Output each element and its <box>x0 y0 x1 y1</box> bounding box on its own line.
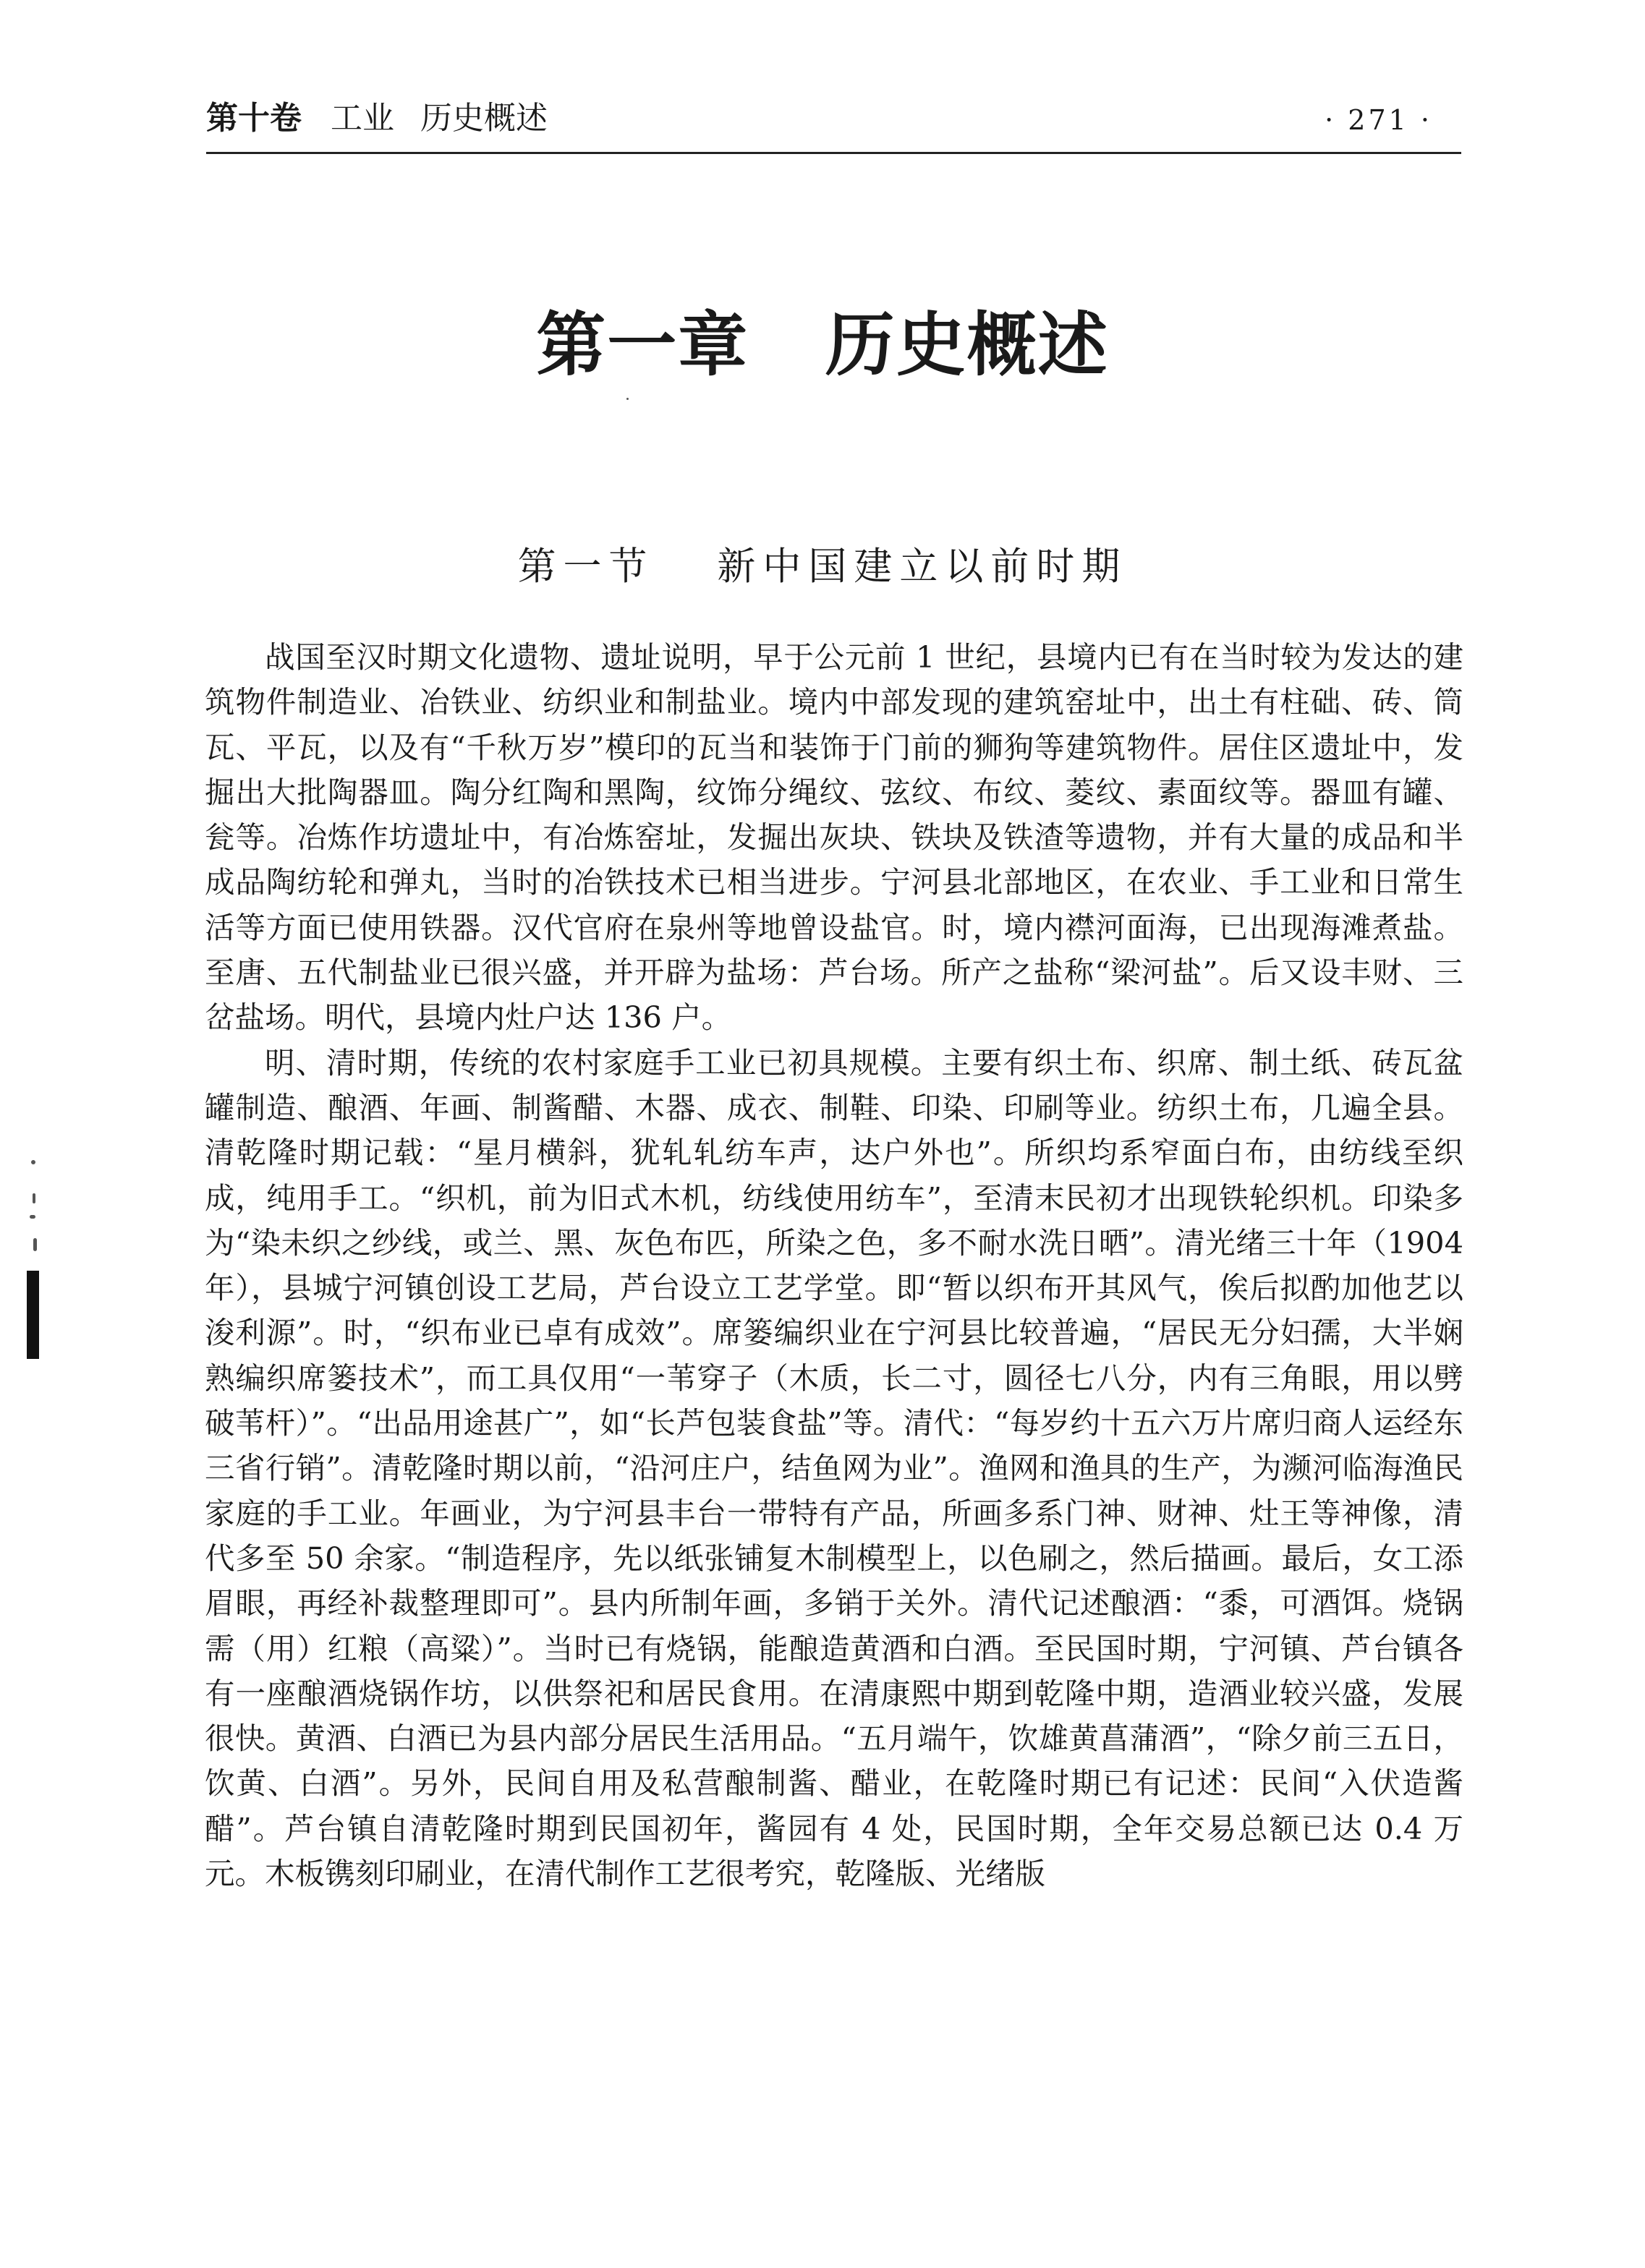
chapter-title: 第一章 历史概述 <box>536 304 1109 385</box>
scan-binding-mark <box>27 1271 39 1359</box>
page-number: · 271 · <box>1325 104 1432 136</box>
header-volume: 第十卷 <box>206 100 302 137</box>
scan-speck <box>31 1160 35 1164</box>
scan-speck <box>33 1238 37 1251</box>
scan-speck <box>30 1215 35 1219</box>
header-topic: 历史概述 <box>420 100 548 137</box>
header-left <box>206 97 548 140</box>
section-title: 第一节 新中国建立以前时期 <box>517 545 1128 589</box>
paragraph-2: 明、清时期，传统的农村家庭手工业已初具规模。主要有织土布、织席、制土纸、砖瓦盆罐制造、酿酒、年画、制酱醋、木器、成衣、制鞋、印染、印刷等业。纺织土布，几遍全县。清乾隆时期记载：“星月横斜，犹轧轧纺车声，达户外也”。所织均系窄面白布，由纺线至织成，纯用手工。“织机，前为旧式木机，纺线使用纺车”，至清末民初才出现铁轮织机。印染多为“染未织之纱线，或兰、黑、灰色布匹，所染之色，多不耐水洗日晒”。清光绪三十年（1904 年），县城宁河镇创设工艺局，芦台设立工艺学堂。即“暂以织布开其风气，俟后拟酌加他艺以浚利源”。时，“织布业已卓有成效”。席篓编织业在宁河县比较普遍，“居民无分妇孺，大半娴熟编织席篓技术”，而工具仅用“一苇穿子（木质，长二寸，圆径七八分，内有三角眼，用以劈破苇杆）”。“出品用途甚广”，如“长芦包装食盐”等。清代：“每岁约十五六万片席归商人运经东三省行销”。清乾隆时期以前，“沿河庄户，结鱼网为业”。渔网和渔具的生产，为濒河临海渔民家庭的手工业。年画业，为宁河县丰台一带特有产品，所画多系门神、财神、灶王等神像，清代多至 50 余家。“制造程序，先以纸张铺复木制模型上，以色刷之，然后描画。最后，女工添眉眼，再经补裁整理即可”。县内所制年画，多销于关外。清代记述酿酒：“黍，可酒饵。烧锅需（用）红粮（高粱）”。当时已有烧锅，能酿造黄酒和白酒。至民国时期，宁河镇、芦台镇各有一座酿酒烧锅作坊，以供祭祀和居民食用。在清康熙中期到乾隆中期，造酒业较兴盛，发展很快。黄酒、白酒已为县内部分居民生活用品。“五月端午，饮雄黄菖蒲酒”，“除夕前三五日，饮黄、白酒”。另外，民间自用及私营酿制酱、醋业，在乾隆时期已有记述：民间“入伏造酱醋”。芦台镇自清乾隆时期到民国初年，酱园有 4 处，民国时期，全年交易总额已达 0.4 万元。木板镌刻印刷业，在清代制作工艺很考究，乾隆版、光绪版 <box>205 1044 1463 1892</box>
body-text <box>205 635 1463 1896</box>
scan-speck <box>626 398 629 400</box>
paragraph-1: 战国至汉时期文化遗物、遗址说明，早于公元前 1 世纪，县境内已有在当时较为发达的建筑物件制造业、冶铁业、纺织业和制盐业。境内中部发现的建筑窑址中，出土有柱础、砖、筒瓦、平瓦，以及有“千秋万岁”模印的瓦当和装饰于门前的狮狗等建筑物件。居住区遗址中，发掘出大批陶器皿。陶分红陶和黑陶，纹饰分绳纹、弦纹、布纹、菱纹、素面纹等。器皿有罐、瓮等。冶炼作坊遗址中，有冶炼窑址，发掘出灰块、铁块及铁渣等遗物，并有大量的成品和半成品陶纺轮和弹丸，当时的冶铁技术已相当进步。宁河县北部地区，在农业、手工业和日常生活等方面已使用铁器。汉代官府在泉州等地曾设盐官。时，境内襟河面海，已出现海滩煮盐。至唐、五代制盐业已很兴盛，并开辟为盐场：芦台场。所产之盐称“梁河盐”。后又设丰财、三岔盐场。明代，县境内灶户达 136 户。 <box>205 639 1463 1036</box>
scan-speck <box>33 1193 35 1203</box>
running-header <box>206 88 1461 154</box>
header-part: 工业 <box>331 100 394 137</box>
